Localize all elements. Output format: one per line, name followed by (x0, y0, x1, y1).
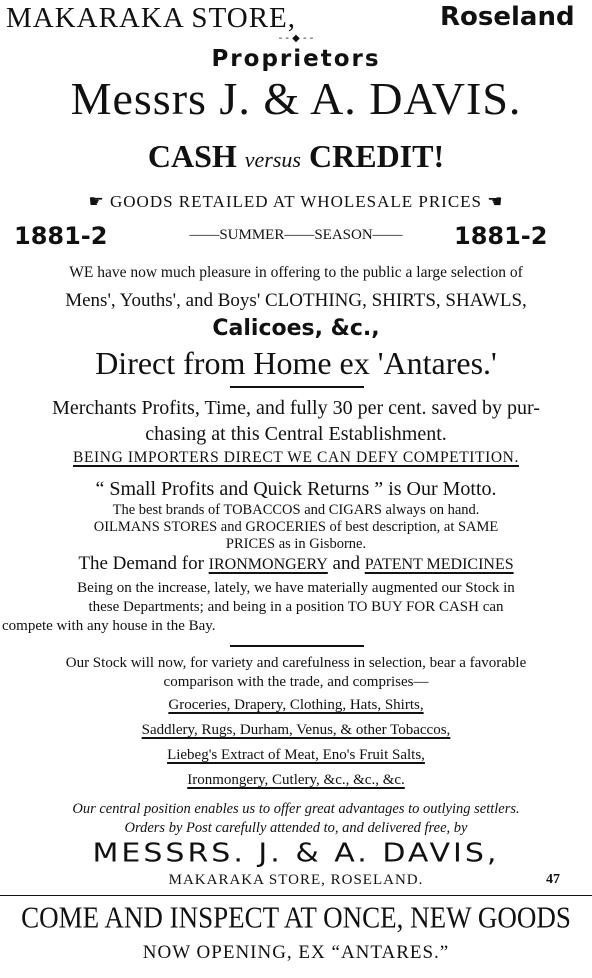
patent-medicines-label: PATENT MEDICINES (364, 556, 514, 573)
season-label: ——SUMMER——SEASON—— (189, 227, 403, 243)
closing-line-1: Our central position enables us to offer great advantages to outlying settlers. (72, 801, 520, 817)
merchants-line-2: chasing at this Central Establishment. (145, 423, 447, 445)
season-year-left: 1881-2 (14, 222, 108, 250)
intro-line-1: WE have now much pleasure in offering to the public a large selection of (69, 264, 523, 281)
demand-and: and (332, 553, 360, 574)
store-heading (0, 2, 592, 35)
stock-line-2: comparison with the trade, and comprises— (163, 674, 429, 690)
pointing-hand-icon: ☛ (88, 192, 105, 212)
stock-item: Groceries, Drapery, Clothing, Hats, Shirts, (168, 697, 424, 713)
demand-line-2: Being on the increase, lately, we have materially augmented our Stock in (77, 580, 515, 596)
demand-line-3: these Departments; and being in a position TO BUY FOR CASH can (88, 599, 504, 615)
stock-item: Ironmongery, Cutlery, &c., &c., &c. (187, 772, 405, 788)
motto-line-1: “ Small Profits and Quick Returns ” is Our Motto. (95, 478, 497, 500)
pointing-hand-icon: ☚ (487, 192, 504, 212)
motto-line-3: OILMANS STORES and GROCERIES of best description, at SAME (93, 519, 499, 535)
store-name: MAKARAKA STORE, (6, 2, 297, 34)
season-year-right: 1881-2 (454, 222, 548, 250)
cash-credit-headline (0, 138, 592, 175)
intro-line-4: Direct from Home ex 'Antares.' (95, 345, 497, 381)
demand-line-4: compete with any house in the Bay. (2, 618, 216, 634)
store-place: Roseland (440, 2, 575, 32)
divider-rule (230, 386, 364, 388)
divider-rule (230, 645, 364, 647)
intro-line-3: Calicoes, &c., (212, 316, 380, 341)
footer-line-1: COME AND INSPECT AT ONCE, NEW GOODS (21, 899, 571, 935)
merchants-line-3: BEING IMPORTERS DIRECT WE CAN DEFY COMPETITION. (73, 449, 519, 466)
stock-item: Saddlery, Rugs, Durham, Venus, & other Tobaccos, (141, 722, 451, 738)
demand-prefix: The Demand for (78, 553, 204, 574)
footer-rule (0, 895, 592, 896)
ad-number: 47 (546, 872, 560, 887)
closing-names: MESSRS. J. & A. DAVIS, (92, 838, 500, 869)
ironmongery-label: IRONMONGERY (208, 556, 328, 573)
closing-line-2: Orders by Post carefully attended to, and delivered free, by (124, 820, 468, 836)
proprietor-names: Messrs J. & A. DAVIS. (70, 73, 522, 124)
motto-line-4: PRICES as in Gisborne. (225, 536, 367, 552)
credit-word: CREDIT! (309, 138, 445, 174)
goods-line (0, 192, 592, 212)
stock-item: Liebeg's Extract of Meat, Eno's Fruit Salts, (167, 747, 425, 763)
merchants-line-1: Merchants Profits, Time, and fully 30 per cent. saved by pur- (52, 397, 540, 419)
cash-word: CASH (147, 138, 237, 174)
versus-word: versus (244, 147, 301, 172)
store-address: MAKARAKA STORE, ROSELAND. (168, 872, 424, 888)
stock-line-1: Our Stock will now, for variety and carefulness in selection, bear a favorable (65, 655, 527, 671)
footer-line-2: NOW OPENING, EX “ANTARES.” (142, 942, 450, 963)
motto-line-2: The best brands of TOBACCOS and CIGARS always on hand. (112, 502, 480, 518)
header-divider: - - ◆ - - (278, 33, 314, 44)
proprietors-label: Proprietors (211, 46, 381, 72)
goods-text: GOODS RETAILED AT WHOLESALE PRICES (109, 192, 483, 211)
intro-line-2: Mens', Youths', and Boys' CLOTHING, SHIRTS, SHAWLS, (65, 290, 527, 311)
demand-line-1 (0, 553, 592, 575)
